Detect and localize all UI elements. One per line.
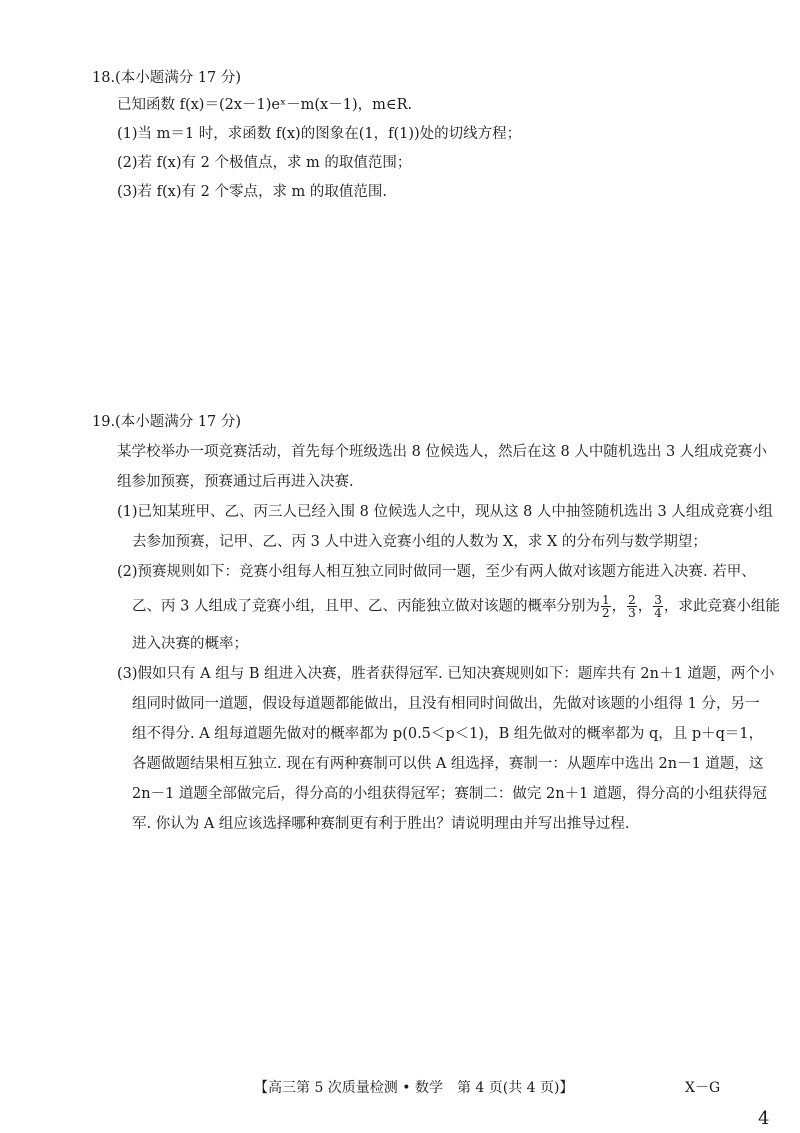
q19-header: 19.(本小题满分 17 分): [92, 414, 242, 430]
exam-code: X－G: [685, 1080, 721, 1096]
fraction-numerator: 2: [628, 593, 636, 607]
q19-part3-line-2: 组同时做同一道题，假设每道题都能做出，且没有相同时间做出，先做对该题的小组得 1 分，另一: [132, 696, 760, 712]
q19-part3-line-6: 军. 你认为 A 组应该选择哪种赛制更有利于胜出？请说明理由并写出推导过程.: [132, 816, 630, 832]
q18-part-3: (3)若 f(x)有 2 个零点，求 m 的取值范围.: [117, 184, 388, 200]
fraction-2-3: [627, 594, 637, 619]
q19-stem-line-2: 组参加预赛，预赛通过后再进入决赛.: [117, 474, 354, 490]
q18-part-2: (2)若 f(x)有 2 个极值点，求 m 的取值范围；: [117, 155, 412, 171]
q19-part3-line-5: 2n－1 道题全部做完后，得分高的小组获得冠军；赛制二：做完 2n＋1 道题，得分高的小组获得冠: [132, 786, 767, 802]
fraction-3-4: [653, 594, 663, 619]
q19-part1-line-1: (1)已知某班甲、乙、丙三人已经入围 8 位候选人之中，现从这 8 人中抽签随机选出 3 人组成竞赛小组: [117, 504, 773, 520]
q19-part2-line-2-post: ，求此竞赛小组能: [663, 598, 780, 615]
q19-part2-line-3: 进入决赛的概率；: [132, 636, 248, 652]
fraction-denominator: 2: [601, 606, 610, 620]
q19-part3-line-3: 组不得分. A 组每道题先做对的概率都为 p(0.5＜p＜1)，B 组先做对的概率都为 q，且 p＋q＝1，: [132, 726, 764, 742]
fraction-separator: ，: [637, 598, 653, 615]
q19-part1-line-2: 去参加预赛，记甲、乙、丙 3 人中进入竞赛小组的人数为 X，求 X 的分布列与数学期望；: [132, 534, 707, 550]
fraction-denominator: 4: [654, 606, 662, 620]
q19-part2-line-2-pre: 乙、丙 3 人组成了竞赛小组，且甲、乙、丙能独立做对该题的概率分别为: [132, 598, 600, 615]
q18-part-1: (1)当 m＝1 时，求函数 f(x)的图象在(1，f(1))处的切线方程；: [117, 126, 522, 142]
q19-part2-line-2: [132, 594, 780, 619]
page-number: 4: [758, 1108, 770, 1129]
page-footer: 【高三第 5 次质量检测 • 数学 第 4 页(共 4 页)】: [254, 1080, 574, 1096]
fraction-denominator: 3: [628, 606, 636, 620]
q19-part3-line-1: (3)假如只有 A 组与 B 组进入决赛，胜者获得冠军. 已知决赛规则如下：题库共有 2n＋1 道题，两个小: [117, 666, 775, 682]
fraction-1-2: [601, 594, 611, 619]
q18-header: 18.(本小题满分 17 分): [92, 70, 242, 86]
fraction-separator: ，: [611, 598, 627, 615]
fraction-numerator: 1: [601, 593, 610, 607]
fraction-numerator: 3: [654, 593, 662, 607]
q19-part2-line-1: (2)预赛规则如下：竞赛小组每人相互独立同时做同一题，至少有两人做对该题方能进入决赛. 若甲、: [117, 564, 756, 580]
q18-stem: 已知函数 f(x)＝(2x－1)eˣ－m(x－1)，m∈R.: [117, 97, 413, 113]
q19-stem-line-1: 某学校举办一项竞赛活动，首先每个班级选出 8 位候选人，然后在这 8 人中随机选出 3 人组成竞赛小: [117, 444, 767, 460]
q19-part3-line-4: 各题做题结果相互独立. 现在有两种赛制可以供 A 组选择，赛制一：从题库中选出 2n－1 道题，这: [132, 756, 764, 772]
